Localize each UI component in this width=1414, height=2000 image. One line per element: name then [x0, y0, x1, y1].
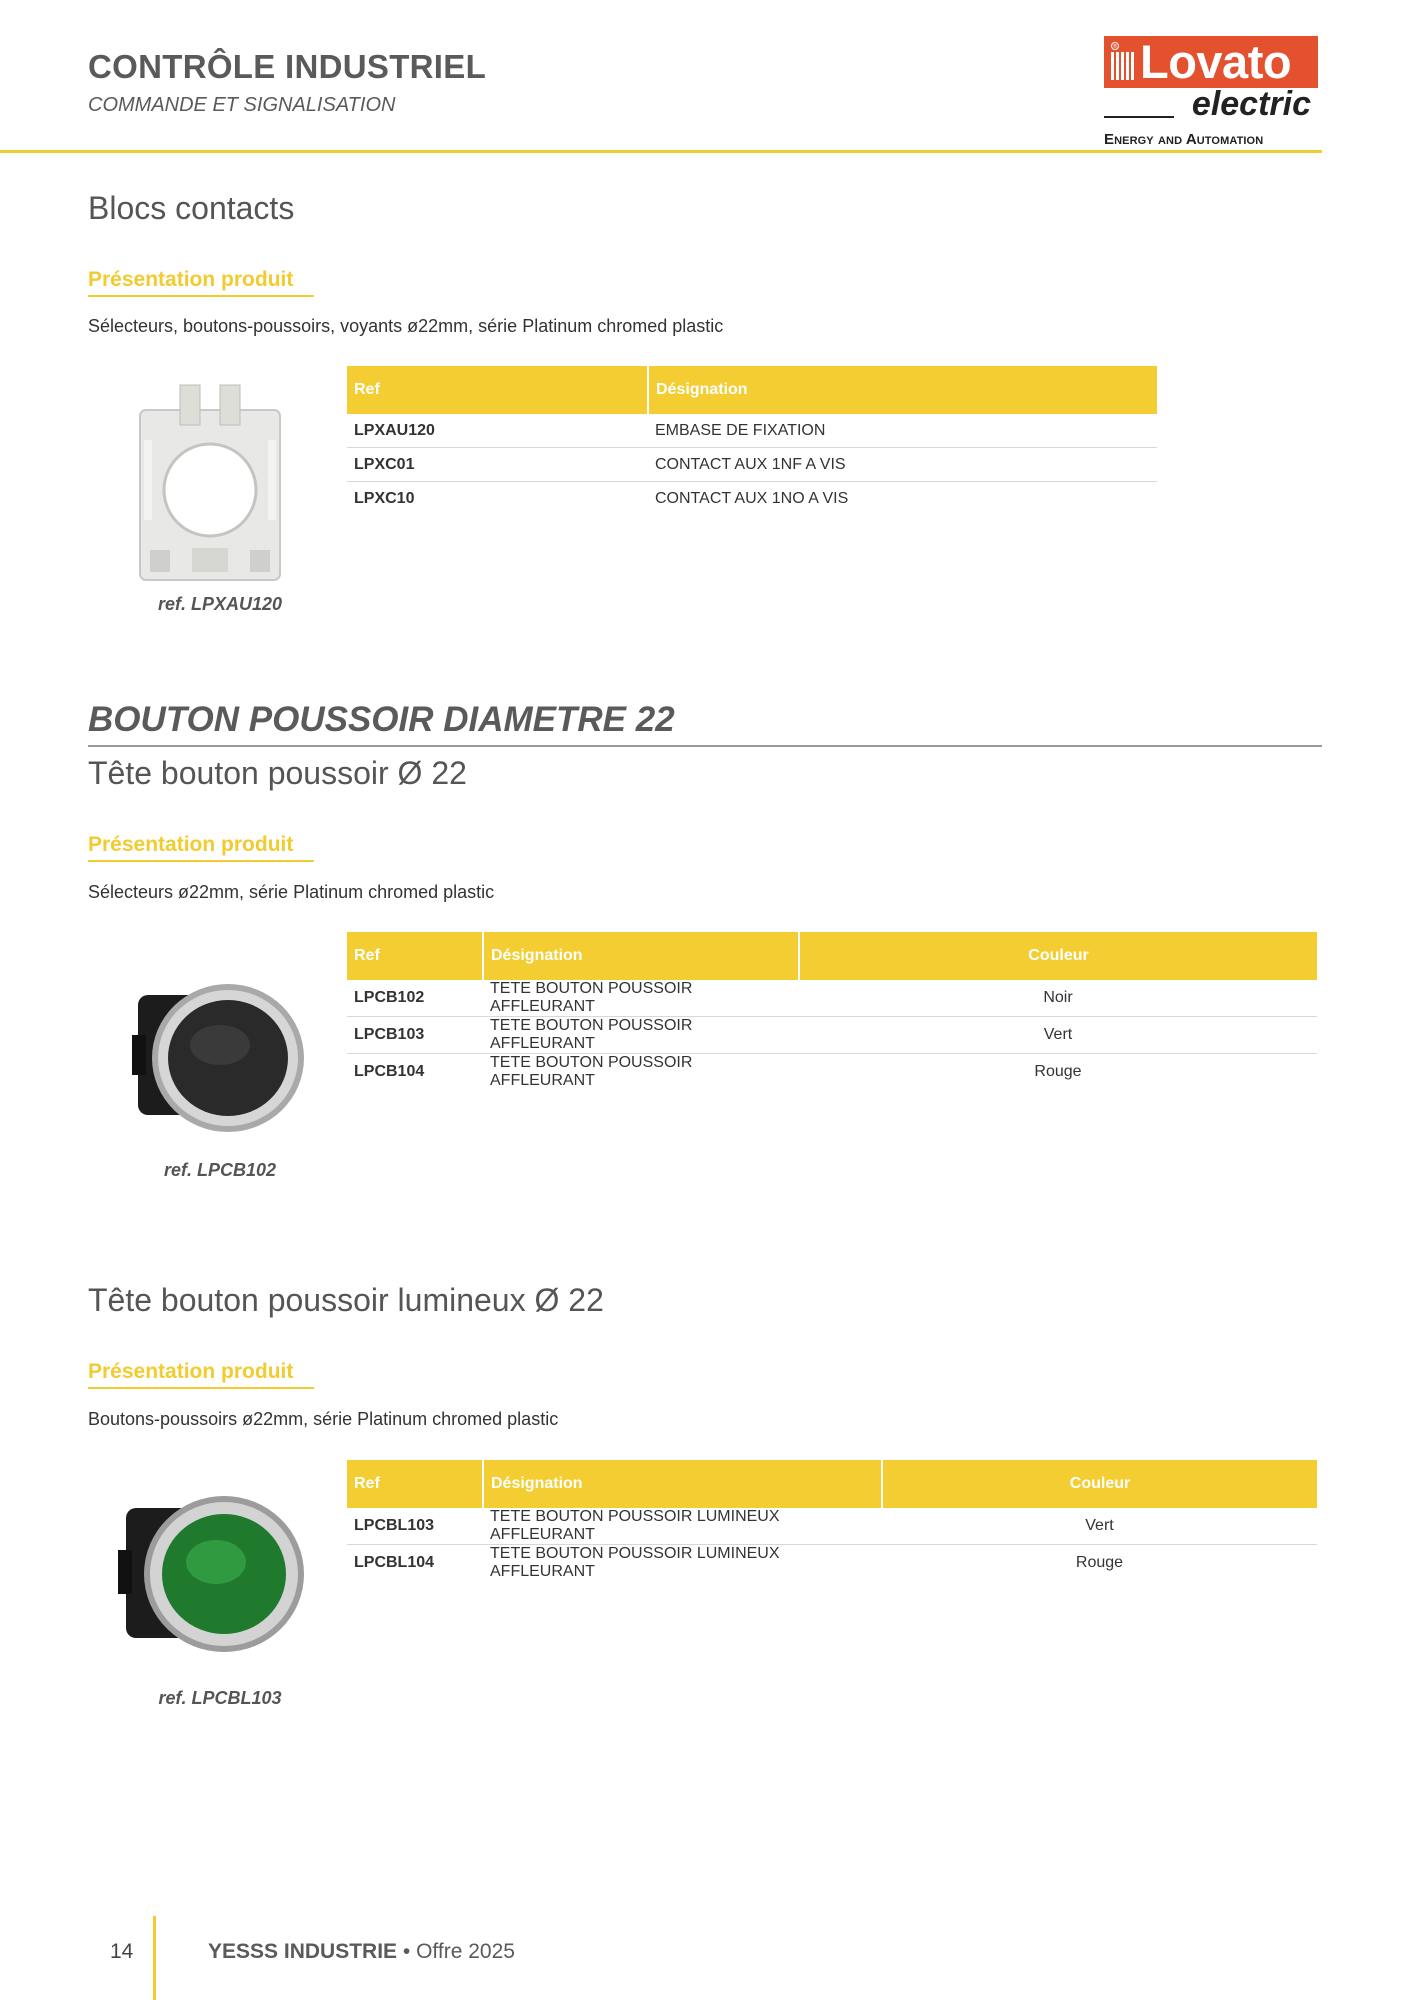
- logo-brand: Lovato: [1140, 35, 1292, 88]
- col-header-couleur: Couleur: [882, 1460, 1317, 1508]
- cell-color: Noir: [799, 980, 1317, 1017]
- cell-color: Rouge: [1034, 1063, 1082, 1080]
- cell-designation: CONTACT AUX 1NO A VIS: [655, 489, 849, 507]
- presentation-underline: [88, 295, 314, 297]
- cell-designation: TETE BOUTON POUSSOIR AFFLEURANT: [483, 1017, 799, 1054]
- table-row: [347, 1017, 1317, 1054]
- col-header-ref: Ref: [347, 366, 648, 414]
- table-row: [347, 414, 1157, 448]
- cell-designation: TETE BOUTON POUSSOIR AFFLEURANT: [483, 980, 799, 1017]
- presentation-underline: [88, 1387, 314, 1389]
- product-image-lpxau120: [130, 380, 290, 590]
- table-row: [347, 482, 1157, 516]
- cell-ref: LPXAU120: [347, 414, 648, 448]
- product-table-blocs-contacts: [347, 366, 1157, 515]
- table-row: [347, 1545, 1317, 1582]
- product-table-tete-bouton-lumineux: [347, 1460, 1317, 1581]
- table-header-row: [347, 932, 1317, 980]
- col-header-ref: Ref: [347, 932, 483, 980]
- cell-ref: LPCBL104: [354, 1554, 435, 1571]
- registered-mark: ®: [1112, 43, 1118, 50]
- footer-offer: Offre 2025: [416, 1940, 515, 1963]
- footer-brand: YESSS INDUSTRIE: [208, 1940, 398, 1963]
- product-image-lpcb102: [128, 975, 308, 1135]
- cell-designation: TETE BOUTON POUSSOIR LUMINEUX AFFLEURANT: [490, 1545, 780, 1580]
- page-number: 14: [110, 1940, 134, 1963]
- col-header-designation: Désignation: [483, 1460, 882, 1508]
- cell-color: Rouge: [1075, 1554, 1124, 1571]
- cell-designation: EMBASE DE FIXATION: [648, 414, 1157, 448]
- footer-branding: [208, 1940, 515, 1964]
- image-caption: ref. LPXAU120: [157, 594, 283, 614]
- table-row: [347, 1508, 1317, 1545]
- section-description: Sélecteurs ø22mm, série Platinum chromed plastic: [88, 882, 495, 902]
- section-description: Boutons-poussoirs ø22mm, série Platinum chromed plastic: [88, 1409, 559, 1429]
- cell-ref: LPCB104: [354, 1063, 425, 1080]
- lovato-logo: [1104, 36, 1319, 154]
- cell-ref: LPXC10: [354, 489, 415, 507]
- section-description: Sélecteurs, boutons-poussoirs, voyants ø22mm, série Platinum chromed plastic: [88, 316, 724, 336]
- section-title-tete-bouton-lumineux: Tête bouton poussoir lumineux Ø 22: [88, 1282, 604, 1318]
- footer-accent-bar: [153, 1916, 156, 2000]
- product-table-tete-bouton: [347, 932, 1317, 1090]
- table-row: [347, 980, 1317, 1017]
- presentation-label: Présentation produit: [88, 1360, 294, 1383]
- cell-color: Vert: [799, 1017, 1317, 1054]
- col-header-couleur: Couleur: [799, 932, 1317, 980]
- product-image-lpcbl103: [112, 1490, 312, 1660]
- cell-color: Vert: [882, 1508, 1317, 1545]
- cell-ref: LPCB102: [347, 980, 483, 1017]
- logo-rule: [1104, 116, 1174, 118]
- section-title-blocs-contacts: Blocs contacts: [88, 190, 295, 226]
- cell-ref: LPCBL103: [347, 1508, 483, 1545]
- cell-designation: TETE BOUTON POUSSOIR LUMINEUX AFFLEURANT: [483, 1508, 882, 1545]
- category-divider: [88, 745, 1322, 747]
- logo-stripes-icon: [1109, 42, 1139, 82]
- cell-designation: CONTACT AUX 1NF A VIS: [648, 448, 1157, 482]
- presentation-label: Présentation produit: [88, 833, 294, 856]
- page-header-subtitle: COMMANDE ET SIGNALISATION: [88, 94, 396, 116]
- cell-designation: TETE BOUTON POUSSOIR AFFLEURANT: [490, 1054, 693, 1089]
- page-header-title: CONTRÔLE INDUSTRIEL: [88, 48, 487, 85]
- logo-electric: electric: [1191, 85, 1311, 123]
- cell-ref: LPCB103: [347, 1017, 483, 1054]
- cell-ref: LPXC01: [347, 448, 648, 482]
- table-header-row: [347, 366, 1157, 414]
- image-caption: ref. LPCBL103: [158, 1688, 282, 1708]
- image-caption: ref. LPCB102: [163, 1160, 277, 1180]
- presentation-underline: [88, 860, 314, 862]
- table-header-row: [347, 1460, 1317, 1508]
- logo-tagline: Energy and Automation: [1104, 131, 1264, 148]
- presentation-label: Présentation produit: [88, 268, 294, 291]
- table-row: [347, 448, 1157, 482]
- table-row: [347, 1054, 1317, 1091]
- footer-separator: •: [402, 1940, 411, 1963]
- col-header-designation: Désignation: [648, 366, 1157, 414]
- category-title: BOUTON POUSSOIR DIAMETRE 22: [88, 700, 675, 739]
- col-header-ref: Ref: [347, 1460, 483, 1508]
- logo-badge: [1104, 36, 1318, 88]
- col-header-designation: Désignation: [483, 932, 799, 980]
- section-title-tete-bouton: Tête bouton poussoir Ø 22: [88, 755, 467, 791]
